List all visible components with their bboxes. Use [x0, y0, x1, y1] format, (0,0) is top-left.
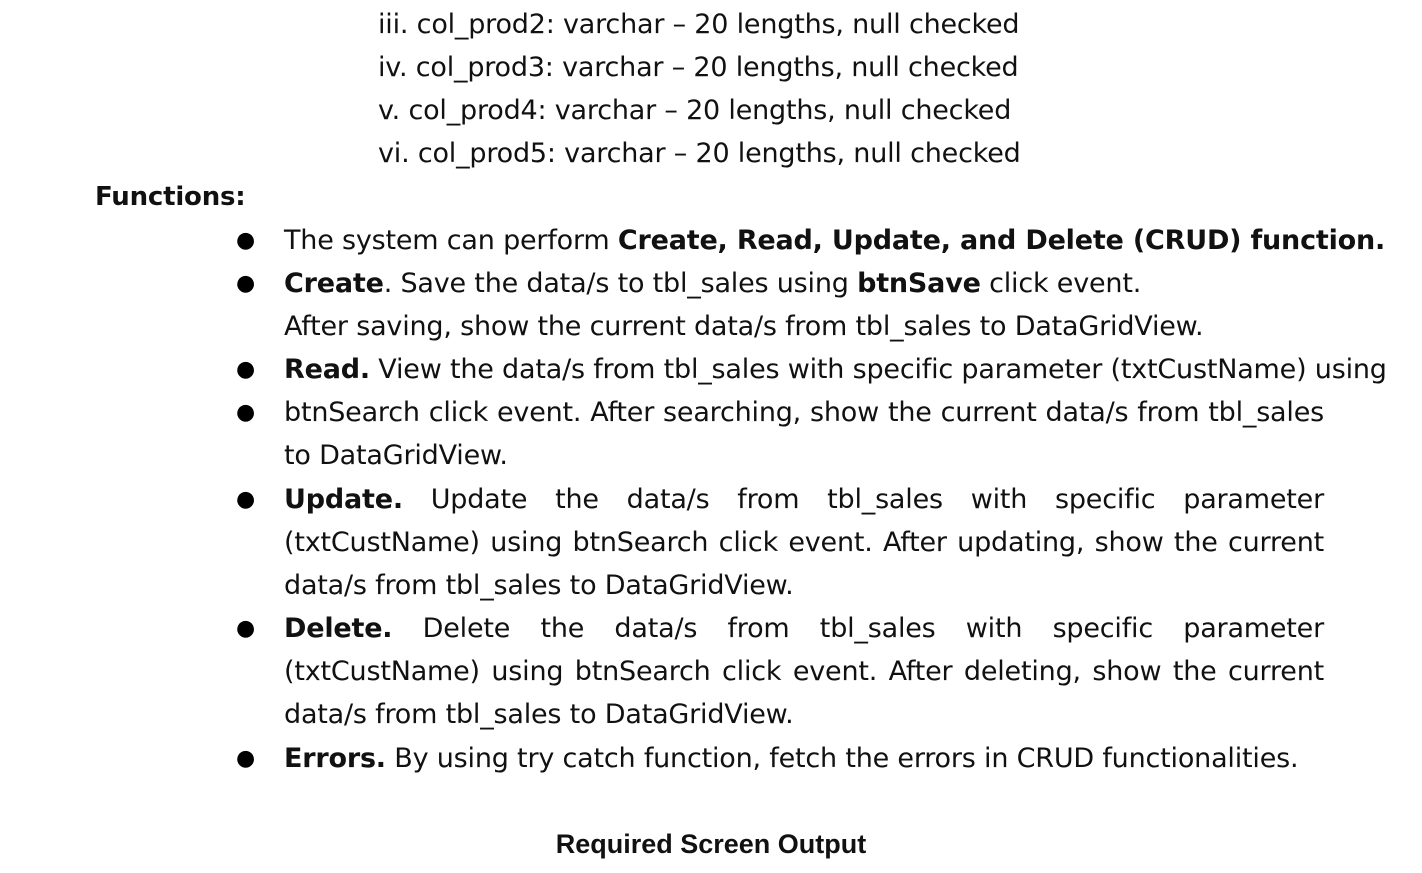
crud-intro-text: The system can perform: [284, 225, 618, 256]
crud-intro-item: [284, 219, 1386, 262]
errors-lead: Errors.: [284, 743, 386, 774]
create-item: [284, 262, 1324, 305]
read-item: [284, 348, 1387, 391]
create-item-line2: After saving, show the current data/s from tbl_sales to DataGridView.: [284, 311, 1204, 342]
errors-text: By using try catch function, fetch the errors in CRUD functionalities.: [385, 743, 1299, 774]
bullet-icon: ●: [236, 228, 256, 253]
functions-heading: Functions:: [95, 182, 246, 212]
bullet-icon: ●: [236, 271, 256, 296]
delete-item: [284, 607, 1324, 736]
column-spec-col-prod4: v. col_prod4: varchar – 20 lengths, null checked: [378, 95, 1012, 126]
required-screen-output-heading: Required Screen Output: [555, 829, 867, 859]
create-lead: Create: [284, 268, 384, 299]
column-spec-col-prod3: iv. col_prod3: varchar – 20 lengths, null checked: [378, 52, 1019, 83]
delete-text: Delete the data/s from tbl_sales with specific parameter (txtCustName) using btnSearch click event. After deleting, show the current data/s from tbl_sales to DataGridView.: [284, 613, 1324, 730]
delete-lead: Delete.: [284, 613, 393, 644]
read-lead: Read.: [284, 354, 370, 385]
create-text-end: click event.: [980, 268, 1142, 299]
update-item: [284, 478, 1324, 607]
bullet-icon: ●: [236, 487, 256, 512]
bullet-icon: ●: [236, 616, 256, 641]
column-spec-col-prod5: vi. col_prod5: varchar – 20 lengths, null checked: [378, 138, 1021, 169]
column-spec-col-prod2: iii. col_prod2: varchar – 20 lengths, null checked: [378, 9, 1020, 40]
crud-intro-bold: Create, Read, Update, and Delete (CRUD) function.: [617, 225, 1386, 256]
update-text: Update the data/s from tbl_sales with specific parameter (txtCustName) using btnSearch click event. After updating, show the current data/s from tbl_sales to DataGridView.: [284, 484, 1324, 601]
update-lead: Update.: [284, 484, 403, 515]
bullet-icon: ●: [236, 357, 256, 382]
read-cont-item: btnSearch click event. After searching, show the current data/s from tbl_sales to DataGridView.: [284, 397, 1324, 471]
bullet-icon: ●: [236, 400, 256, 425]
create-btnsave: btnSave: [857, 268, 981, 299]
create-text: . Save the data/s to tbl_sales using: [383, 268, 858, 299]
bullet-icon: ●: [236, 746, 256, 771]
read-text: View the data/s from tbl_sales with specific parameter (txtCustName) using: [369, 354, 1387, 385]
errors-item: [284, 737, 1324, 780]
